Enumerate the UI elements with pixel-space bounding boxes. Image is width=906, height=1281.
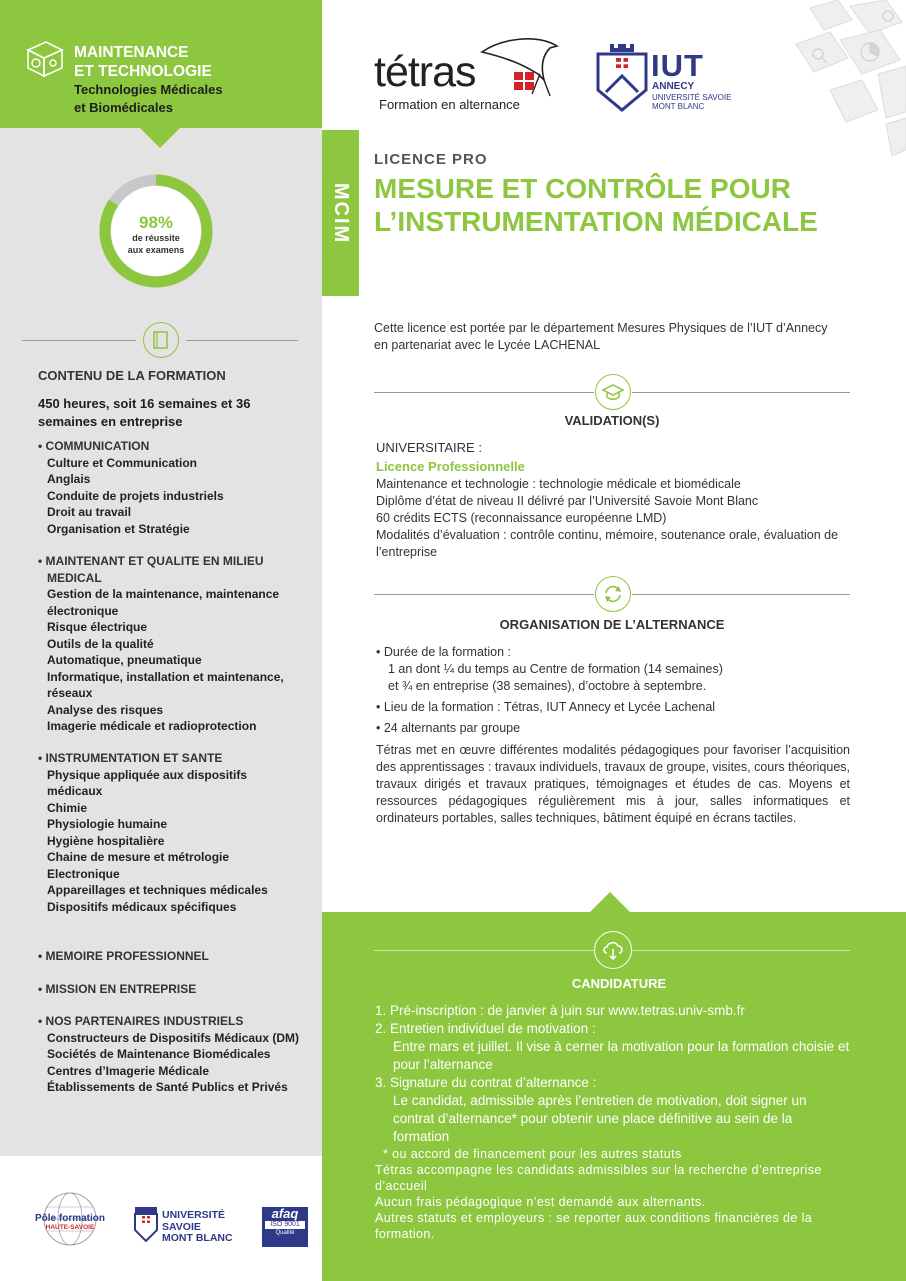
candidature-step: 2. Entretien individuel de motivation : <box>375 1021 596 1036</box>
candidature-step: 3. Signature du contrat d’alternance : <box>375 1075 597 1090</box>
list-item: • 24 alternants par groupe <box>376 721 521 735</box>
success-rate-value: 98% <box>138 213 174 232</box>
iut-city: ANNECY <box>652 81 695 92</box>
validation-line: 60 crédits ECTS (reconnaissance européenne LMD) <box>376 511 667 525</box>
validation-licence-professionnelle: Licence Professionnelle <box>376 459 525 474</box>
section-item: Chaine de mesure et métrologie Electronique <box>47 850 230 881</box>
candidature-info: Tétras accompagne les candidats admissibles sur la recherche d’entreprise d’accueil <box>375 1163 822 1193</box>
section-item: Anglais <box>47 472 91 486</box>
validation-line: Maintenance et technologie : technologie médicale et biomédicale <box>376 477 741 491</box>
section-item: Hygiène hospitalière <box>47 833 165 848</box>
cloud-download-icon <box>594 931 632 969</box>
candidature-step-detail: Le candidat, admissible après l’entretien de motivation, doit signer un contrat d’alternance* pour obtenir une place définitive au sein de la formation <box>393 1093 807 1144</box>
divider <box>186 340 298 341</box>
section-communication <box>38 438 300 537</box>
divider <box>632 594 850 595</box>
section-item: Analyse des risques <box>47 702 164 717</box>
list-item: et ¾ en entreprise (38 semaines), d’octobre à septembre. <box>388 679 707 693</box>
divider <box>374 392 594 393</box>
candidature-title: CANDIDATURE <box>571 976 667 991</box>
divider <box>632 392 850 393</box>
section-item: Physique appliquée aux dispositifs médicaux <box>47 767 248 798</box>
validation-universitaire: UNIVERSITAIRE : <box>376 440 482 455</box>
cube-gear-icon <box>22 36 66 80</box>
organisation-list <box>376 644 851 737</box>
section-instrumentation-sante <box>38 750 300 915</box>
section-item: Outils de la qualité <box>47 636 154 651</box>
graduation-cap-icon <box>595 374 631 410</box>
divider <box>374 594 594 595</box>
section-maintenant-qualite <box>38 553 300 735</box>
program-code-wrapper <box>322 130 359 296</box>
section-item: Chimie <box>47 800 88 815</box>
usmb-logo-text: UNIVERSITÉ SAVOIE MONT BLANC <box>162 1209 233 1244</box>
success-rate-label: de réussite aux examens <box>127 233 185 255</box>
formation-domain-title: MAINTENANCE ET TECHNOLOGIE <box>74 44 212 80</box>
section-memoire <box>38 948 300 965</box>
list-item: • Durée de la formation : <box>376 645 511 659</box>
section-item: Établissements de Santé Publics et Privés <box>47 1080 288 1094</box>
tetras-tagline: Formation en alternance <box>379 97 520 112</box>
book-icon <box>143 322 179 358</box>
iut-shield-logo <box>596 42 648 112</box>
section-title: • MEMOIRE PROFESSIONNEL <box>38 949 209 963</box>
organisation-paragraph: Tétras met en œuvre différentes modalités pédagogiques pour favoriser l’acquisition des apprentissages : travaux individuels, travaux de groupe, visites, cours théoriques, travaux dirigés et travaux pratiques, témoignages et études de cas. Moyens et ressources pédagogiques régulièrement mis à jour, salles informatiques et ordinateurs portables, salles techniques, bâtiment équipé en écrans tactiles. <box>376 743 850 825</box>
section-title: • MAINTENANT ET QUALITE EN MILIEU MEDICAL <box>38 554 264 585</box>
section-item: Centres d’Imagerie Médicale <box>47 1063 210 1078</box>
section-title: • INSTRUMENTATION ET SANTE <box>38 751 223 765</box>
validation-line: Diplôme d’état de niveau II délivré par l’Université Savoie Mont Blanc <box>376 494 759 508</box>
candidature-info: Autres statuts et employeurs : se reporter aux conditions financières de la formation. <box>375 1211 813 1241</box>
validation-details <box>376 476 846 561</box>
decorative-cubes-graphic <box>790 0 906 160</box>
formation-domain-subtitle: Technologies Médicales et Biomédicales <box>74 82 223 115</box>
intro-text: Cette licence est portée par le département Mesures Physiques de l’IUT d’Annecy en partenariat avec le Lycée LACHENAL <box>374 321 828 352</box>
candidature-info: Aucun frais pédagogique n’est demandé aux alternants. <box>375 1195 706 1209</box>
afaq-iso-logo: afaq ISO 9001 Qualité <box>262 1207 308 1247</box>
page-title: MESURE ET CONTRÔLE POUR L’INSTRUMENTATION MÉDICALE <box>374 173 818 237</box>
candidature-note: * ou accord de financement pour les autres statuts <box>383 1147 682 1161</box>
candidature-step-detail: Entre mars et juillet. Il vise à cerner la motivation pour la formation choisie et pour l’alternance <box>393 1039 850 1072</box>
divider <box>374 950 594 951</box>
candidature-arrow <box>590 892 630 912</box>
section-item: Appareillages et techniques médicales <box>47 883 268 897</box>
list-item: • Lieu de la formation : Tétras, IUT Annecy et Lycée Lachenal <box>376 700 716 714</box>
section-mission <box>38 981 300 998</box>
licence-pro-label: LICENCE PRO <box>374 151 488 168</box>
validation-line: Modalités d’évaluation : contrôle continu, mémoire, soutenance orale, évaluation de l’entreprise <box>376 528 839 559</box>
divider <box>632 950 850 951</box>
list-item: 1 an dont ¼ du temps au Centre de formation (14 semaines) <box>388 662 723 676</box>
divider <box>22 340 136 341</box>
contenu-title: CONTENU DE LA FORMATION <box>38 368 226 383</box>
section-item: Dispositifs médicaux spécifiques <box>47 899 237 914</box>
usmb-shield-logo <box>134 1206 158 1242</box>
section-partenaires <box>38 1013 300 1096</box>
section-item: Conduite de projets industriels <box>47 488 224 503</box>
section-item: Droit au travail <box>47 505 132 519</box>
iut-logo-word: IUT <box>651 48 704 83</box>
section-item: Physiologie humaine <box>47 817 168 831</box>
header-arrow <box>140 128 180 148</box>
validation-title: VALIDATION(S) <box>564 413 660 428</box>
section-item: Culture et Communication <box>47 455 198 470</box>
left-column <box>0 0 322 1281</box>
section-item: Gestion de la maintenance, maintenance électronique <box>47 587 280 618</box>
section-title: • MISSION EN ENTREPRISE <box>38 982 197 996</box>
iut-university: UNIVERSITÉ SAVOIE MONT BLANC <box>652 93 732 111</box>
contenu-hours: 450 heures, soit 16 semaines et 36 semaines en entreprise <box>38 396 251 429</box>
candidature-step: 1. Pré-inscription : de janvier à juin sur www.tetras.univ-smb.fr <box>375 1003 745 1018</box>
section-title: • NOS PARTENAIRES INDUSTRIELS <box>38 1014 244 1028</box>
section-item: Imagerie médicale et radioprotection <box>47 719 257 733</box>
section-item: Constructeurs de Dispositifs Médicaux (DM) <box>47 1030 300 1045</box>
section-item: Risque électrique <box>47 620 148 634</box>
candidature-body <box>375 1002 850 1242</box>
section-item: Automatique, pneumatique <box>47 653 202 667</box>
section-item: Organisation et Stratégie <box>47 521 190 536</box>
organisation-title: ORGANISATION DE L’ALTERNANCE <box>499 617 725 632</box>
pole-formation-region: HAUTE-SAVOIE <box>45 1224 95 1231</box>
section-title: • COMMUNICATION <box>38 439 150 453</box>
program-code: MCIM <box>330 182 353 244</box>
pole-formation-text: Pôle formation <box>34 1213 105 1224</box>
recycle-arrows-icon <box>595 576 631 612</box>
section-item: Informatique, installation et maintenance, réseaux <box>47 669 284 700</box>
section-item: Sociétés de Maintenance Biomédicales <box>47 1047 271 1061</box>
tetras-logo-word: tétras <box>374 48 476 96</box>
